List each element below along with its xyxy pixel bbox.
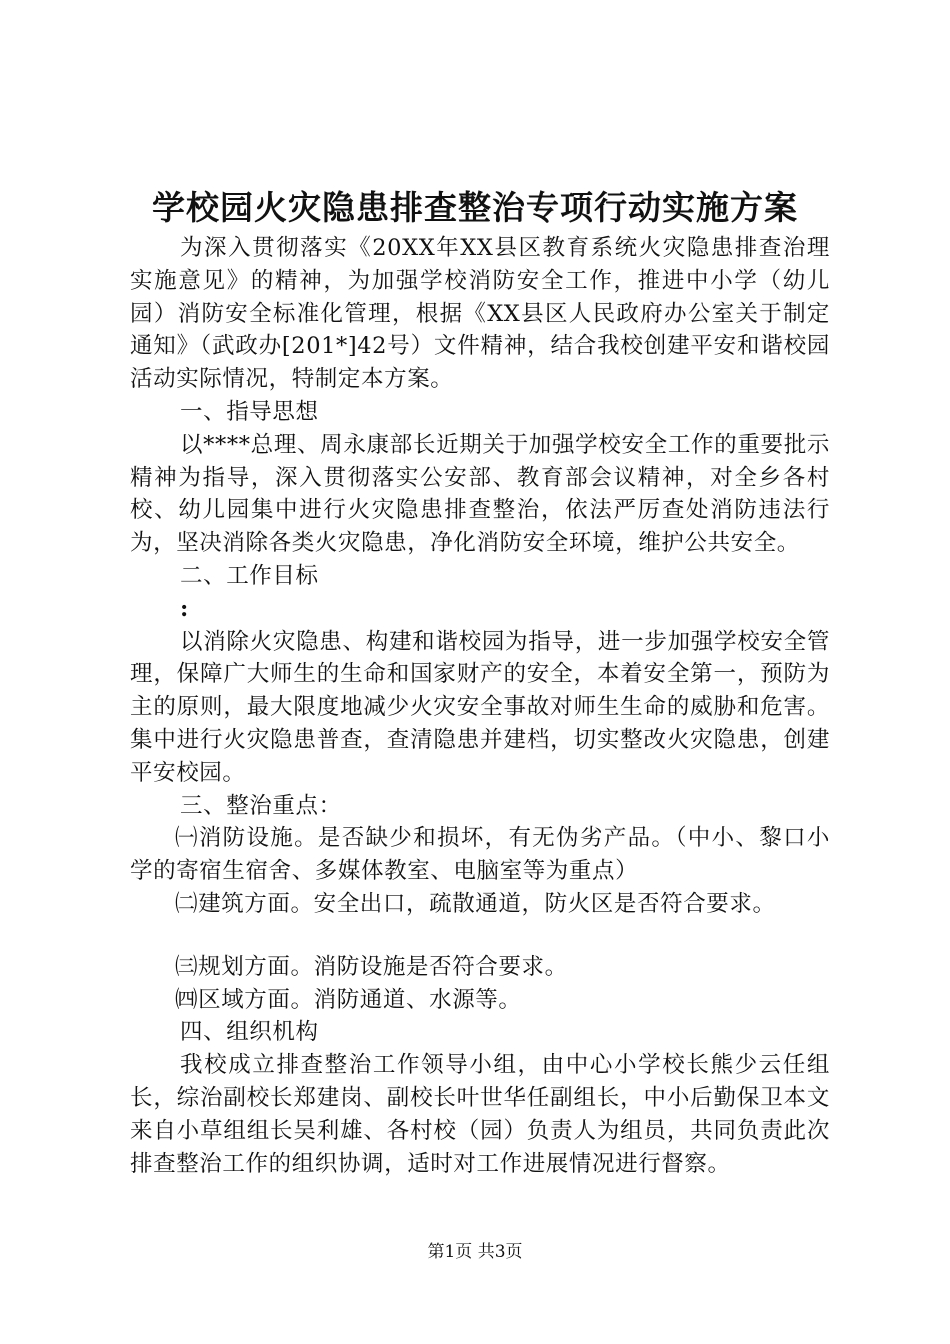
intro-paragraph: 为深入贯彻落实《20XX年XX县区教育系统火灾隐患排查治理实施意见》的精神，为加强学校消防安全工作，推进中小学（幼儿园）消防安全标准化管理，根据《XX县区人民政府办公室关于制定通知》（武政办[201*]42号）文件精神，结合我校创建平安和谐校园活动实际情况，特制定本方案。 [130,235,830,393]
section-3-heading: 三、整治重点： [180,792,342,819]
document-body [130,232,830,1180]
section-1-heading: 一、指导思想 [180,398,319,425]
section-3-item-4: ㈣区域方面。消防通道、水源等。 [175,986,522,1013]
section-3-item-3: ㈢规划方面。消防设施是否符合要求。 [175,953,568,980]
section-2-paragraph: 以消除火灾隐患、构建和谐校园为指导，进一步加强学校安全管理，保障广大师生的生命和国家财产的安全，本着安全第一，预防为主的原则，最大限度地减少火灾安全事故对师生生命的威胁和危害。集中进行火灾隐患普查，查清隐患并建档，切实整改火灾隐患，创建平安校园。 [130,628,830,786]
document-title: 学校园火灾隐患排查整治专项行动实施方案 [152,188,798,227]
blank-line [130,921,830,951]
section-4-paragraph: 我校成立排查整治工作领导小组，由中心小学校长熊少云任组长，综治副校长郑建岗、副校长叶世华任副组长，中小后勤保卫本文来自小草组组长吴利雄、各村校（园）负责人为组员，共同负责此次排查整治工作的组织协调，适时对工作进展情况进行督察。 [130,1052,830,1177]
page-footer: 第1页 共3页 [427,1242,523,1262]
section-1-paragraph: 以****总理、周永康部长近期关于加强学校安全工作的重要批示精神为指导，深入贯彻落实公安部、教育部会议精神，对全乡各村校、幼儿园集中进行火灾隐患排查整治，依法严厉查处消防违法行为，坚决消除各类火灾隐患，净化消防安全环境，维护公共安全。 [130,431,830,557]
section-3-item-1: ㈠消防设施。是否缺少和损坏，有无伪劣产品。（中小、黎口小学的寄宿生宿舍、多媒体教室、电脑室等为重点） [130,825,830,885]
section-2-heading: 二、工作目标 [180,562,319,589]
section-4-heading: 四、组织机构 [180,1019,319,1046]
section-3-item-2: ㈡建筑方面。安全出口，疏散通道，防火区是否符合要求。 [175,890,776,917]
section-2-colon: : [180,595,189,622]
